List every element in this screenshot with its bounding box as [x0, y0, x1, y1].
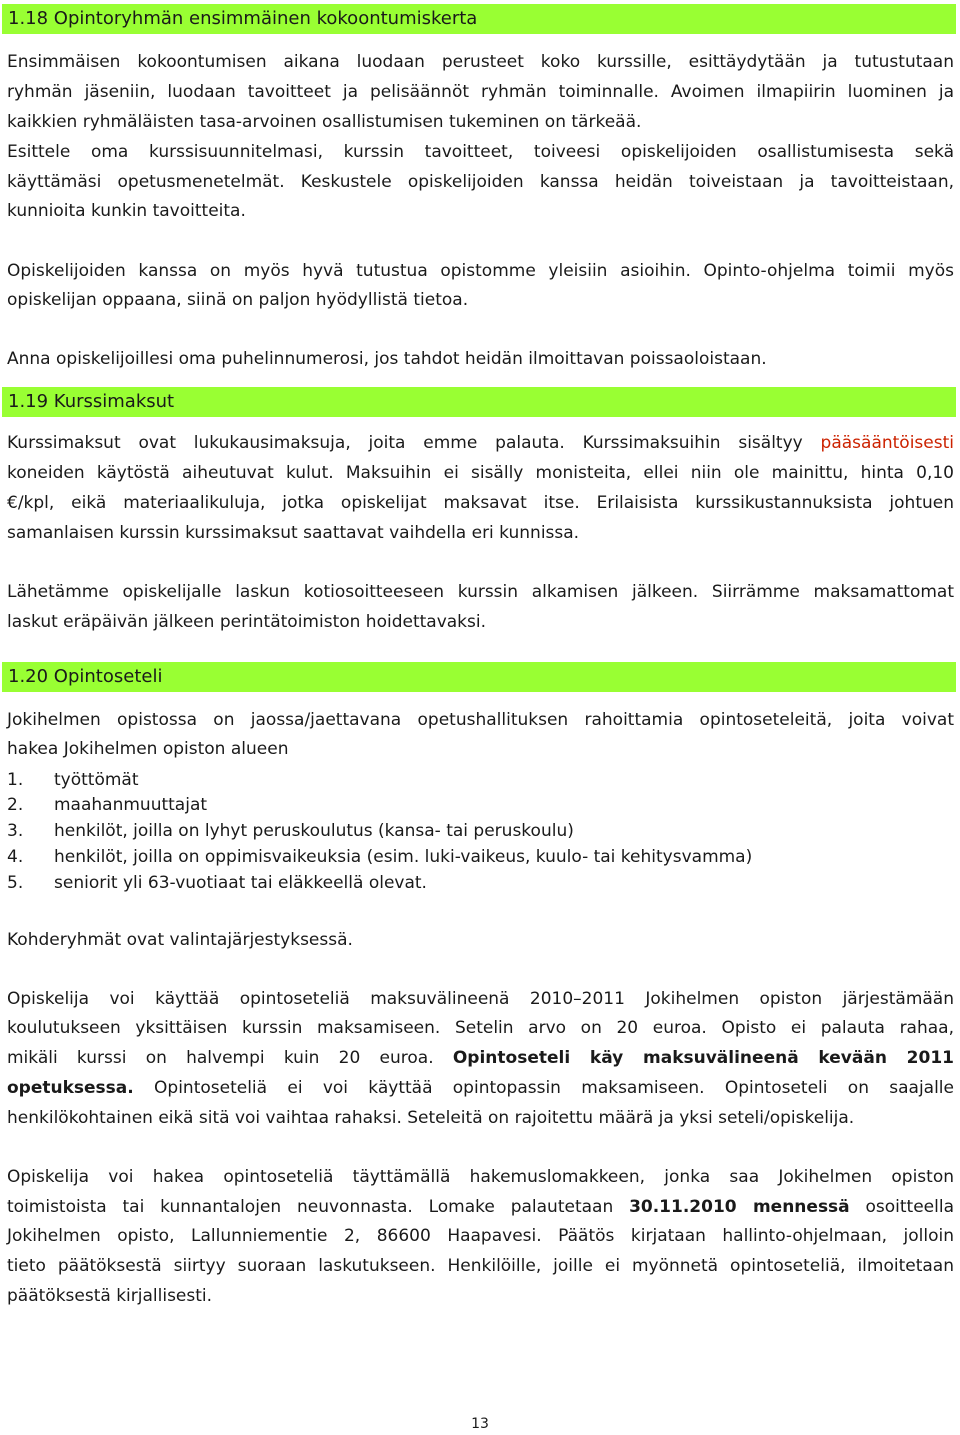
bold-text: Opintoseteli käy maksuvälineenä kevään 2011: [452, 1048, 954, 1068]
list-number: 1.: [7, 770, 24, 790]
list-item: [7, 843, 954, 871]
paragraph-text: Kurssimaksut ovat lukukausimaksuja, joita emme palauta. Kurssimaksuihin sisältyy: [7, 433, 821, 453]
section-heading-1-18: 1.18 Opintoryhmän ensimmäinen kokoontumiskerta: [2, 4, 956, 34]
page-number: 13: [471, 1416, 489, 1432]
list-text: henkilöt, joilla on lyhyt peruskoulutus (kansa- tai peruskoulu): [54, 821, 574, 841]
paragraph-line: päätöksestä kirjallisesti.: [7, 1286, 213, 1306]
paragraph-line: Jokihelmen opistossa on jaossa/jaettavana opetushallituksen rahoittamia opintoseteleitä, joita voivat: [7, 710, 954, 730]
list-item: [7, 817, 954, 845]
paragraph-line: henkilökohtainen eikä sitä voi vaihtaa rahaksi. Seteleitä on rajoitettu määrä ja yksi seteli/opiskelija.: [7, 1108, 855, 1128]
paragraph-line: laskut eräpäivän jälkeen perintätoimiston hoidettavaksi.: [7, 612, 487, 632]
list-item: [7, 791, 954, 819]
list-text: seniorit yli 63-vuotiaat tai eläkkeellä olevat.: [54, 873, 427, 893]
bold-text: 30.11.2010 mennessä: [629, 1197, 850, 1217]
section-heading-1-19: 1.19 Kurssimaksut: [2, 387, 956, 417]
paragraph-line: Kohderyhmät ovat valintajärjestyksessä.: [7, 930, 353, 950]
paragraph-line: käyttämäsi opetusmenetelmät. Keskustele opiskelijoiden kanssa heidän toiveistaan ja tavoitteistaan,: [7, 172, 954, 192]
paragraph-line: ryhmän jäseniin, luodaan tavoitteet ja pelisäännöt ryhmän toiminnalle. Avoimen ilmapiirin luominen ja: [7, 82, 954, 102]
paragraph-line: tieto päätöksestä siirtyy suoraan laskutukseen. Henkilöille, joille ei myönnetä opintoseteliä, ilmoitetaan: [7, 1256, 954, 1276]
paragraph-line: [7, 1044, 954, 1072]
paragraph-line: [7, 1193, 954, 1221]
paragraph-line: hakea Jokihelmen opiston alueen: [7, 739, 289, 759]
list-text: maahanmuuttajat: [54, 795, 208, 815]
list-number: 5.: [7, 873, 24, 893]
paragraph-line: [7, 1074, 954, 1102]
paragraph-text: Opintoseteliä ei voi käyttää opintopassin maksamiseen. Opintoseteli on saajalle: [133, 1078, 954, 1098]
list-text: työttömät: [54, 770, 139, 790]
list-item: [7, 766, 954, 794]
paragraph-line: samanlaisen kurssin kurssimaksut saattavat vaihdella eri kunnissa.: [7, 523, 580, 543]
list-number: 4.: [7, 847, 24, 867]
section-heading-1-20: 1.20 Opintoseteli: [2, 662, 956, 692]
paragraph-line: Esittele oma kurssisuunnitelmasi, kurssin tavoitteet, toiveesi opiskelijoiden osallistumisesta sekä: [7, 142, 954, 162]
paragraph-line: Opiskelija voi hakea opintoseteliä täyttämällä hakemuslomakkeen, jonka saa Jokihelmen opiston: [7, 1167, 954, 1187]
paragraph-text: toimistoista tai kunnantalojen neuvonnasta. Lomake palautetaan: [7, 1197, 630, 1217]
paragraph-text: mikäli kurssi on halvempi kuin 20 euroa.: [7, 1048, 453, 1068]
paragraph-line: Opiskelija voi käyttää opintoseteliä maksuvälineenä 2010–2011 Jokihelmen opiston järjestämään: [7, 989, 954, 1009]
paragraph-text: osoitteella: [849, 1197, 954, 1217]
highlighted-word: pääsääntöisesti: [820, 433, 954, 453]
list-number: 2.: [7, 795, 24, 815]
paragraph-line: Lähetämme opiskelijalle laskun kotiosoitteeseen kurssin alkamisen jälkeen. Siirrämme maksamattomat: [7, 582, 954, 602]
paragraph-line: €/kpl, eikä materiaalikuluja, jotka opiskelijat maksavat itse. Erilaisista kurssikustannuksista johtuen: [7, 493, 954, 513]
list-number: 3.: [7, 821, 24, 841]
paragraph-line: koneiden käytöstä aiheutuvat kulut. Maksuihin ei sisälly monisteita, ellei niin ole mainittu, hinta 0,10: [7, 463, 954, 483]
paragraph-line: opiskelijan oppaana, siinä on paljon hyödyllistä tietoa.: [7, 290, 469, 310]
paragraph-line: Anna opiskelijoillesi oma puhelinnumerosi, jos tahdot heidän ilmoittavan poissaoloistaan.: [7, 349, 767, 369]
paragraph-line: kaikkien ryhmäläisten tasa-arvoinen osallistumisen tukeminen on tärkeää.: [7, 112, 642, 132]
paragraph-line: Opiskelijoiden kanssa on myös hyvä tutustua opistomme yleisiin asioihin. Opinto-ohjelma toimii myös: [7, 261, 954, 281]
paragraph-line: [7, 429, 954, 457]
bold-text: opetuksessa.: [7, 1078, 134, 1098]
paragraph-line: Jokihelmen opisto, Lallunniementie 2, 86600 Haapavesi. Päätös kirjataan hallinto-ohjelmaan, jolloin: [7, 1226, 954, 1246]
paragraph-line: Ensimmäisen kokoontumisen aikana luodaan perusteet koko kurssille, esittäydytään ja tutustutaan: [7, 52, 954, 72]
list-text: henkilöt, joilla on oppimisvaikeuksia (esim. luki-vaikeus, kuulo- tai kehitysvamma): [54, 847, 753, 867]
list-item: [7, 869, 954, 897]
paragraph-line: koulutukseen yksittäisen kurssin maksamiseen. Setelin arvo on 20 euroa. Opisto ei palauta rahaa,: [7, 1018, 954, 1038]
paragraph-line: kunnioita kunkin tavoitteita.: [7, 201, 246, 221]
